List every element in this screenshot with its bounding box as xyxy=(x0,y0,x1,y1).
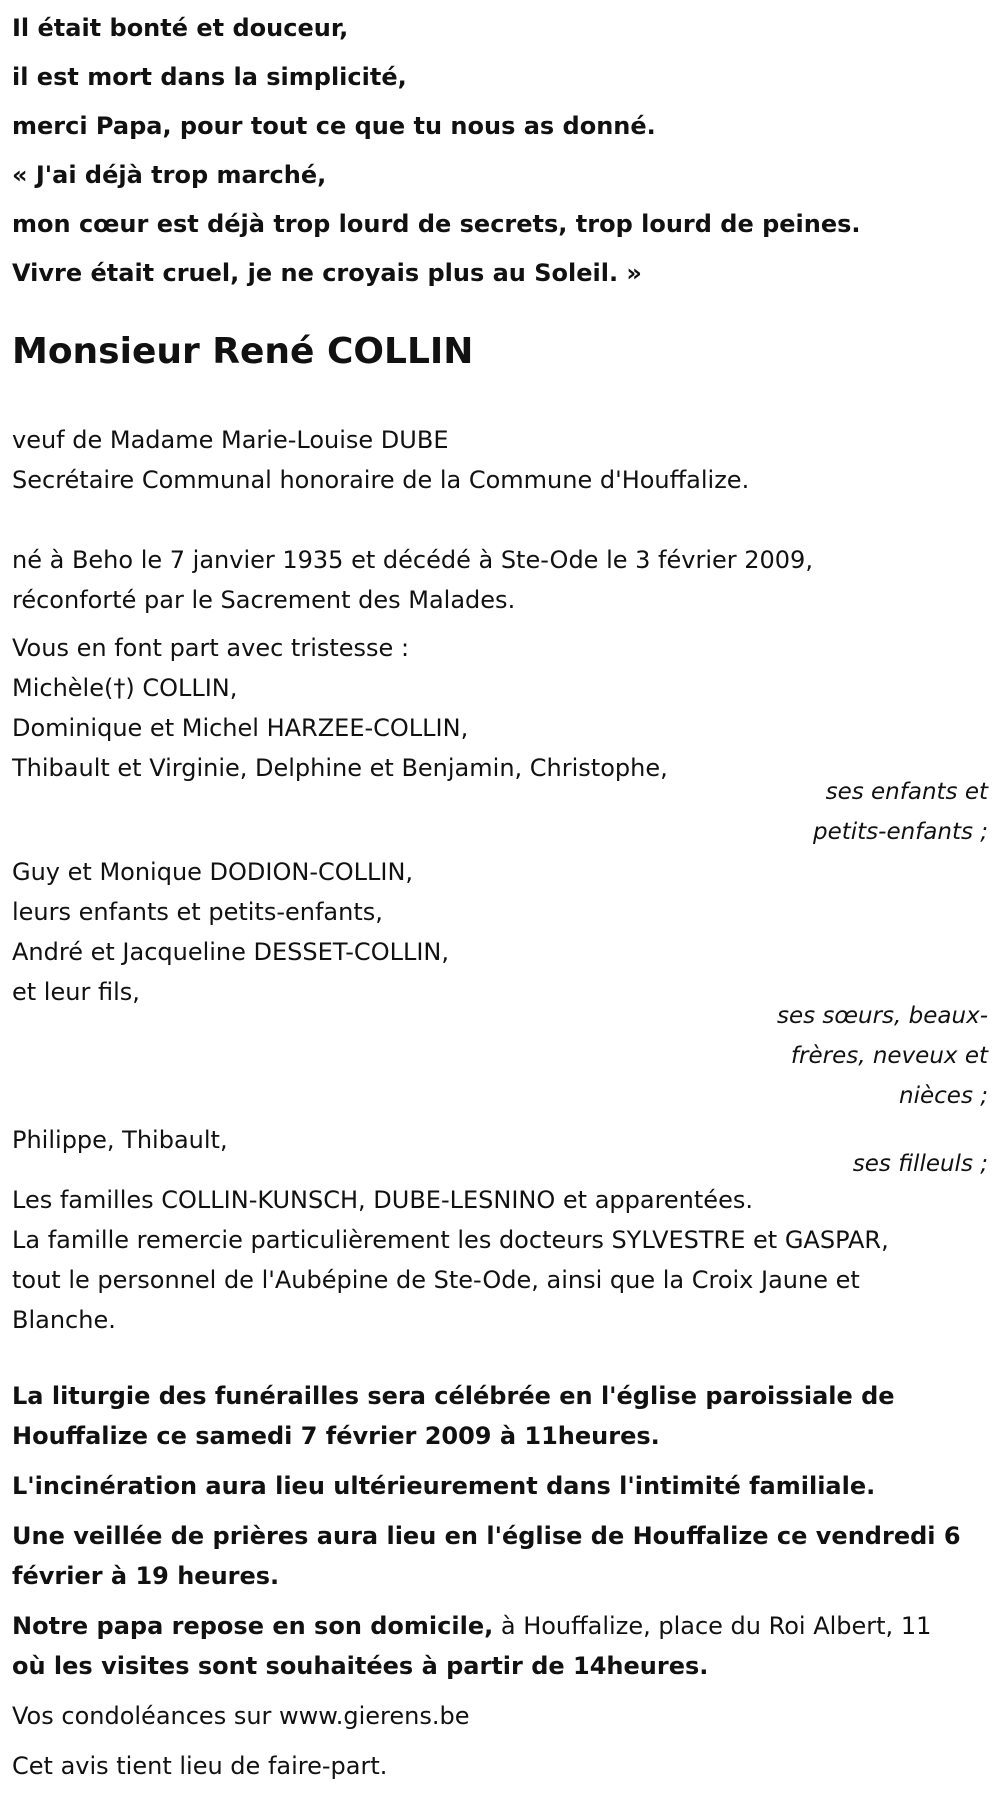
vigil-line: février à 19 heures. xyxy=(12,1562,280,1590)
rest-line xyxy=(12,1606,988,1646)
godchildren: Philippe, Thibault, xyxy=(12,1126,228,1154)
liturgy xyxy=(12,1376,988,1456)
liturgy-line: Houffalize ce samedi 7 février 2009 à 11heures. xyxy=(12,1422,660,1450)
poem-line: merci Papa, pour tout ce que tu nous as donné. xyxy=(12,112,656,140)
thanks-line: Blanche. xyxy=(12,1306,116,1334)
condolences: Vos condoléances sur www.gierens.be xyxy=(12,1702,470,1730)
child-line: Thibault et Virginie, Delphine et Benjamin, Christophe, xyxy=(12,754,668,782)
birth-line: réconforté par le Sacrement des Malades. xyxy=(12,586,516,614)
liturgy-line: La liturgie des funérailles sera célébrée en l'église paroissiale de xyxy=(12,1382,895,1410)
poem xyxy=(12,4,988,298)
role-line: petits-enfants ; xyxy=(812,819,988,845)
vigil xyxy=(12,1516,988,1596)
child-line: Dominique et Michel HARZEE-COLLIN, xyxy=(12,714,469,742)
siblings-role xyxy=(12,996,988,1116)
announce: Vous en font part avec tristesse : xyxy=(12,634,410,662)
children-role xyxy=(12,772,988,852)
rest-bold: Notre papa repose en son domicile, xyxy=(12,1612,494,1640)
sibling-line: leurs enfants et petits-enfants, xyxy=(12,898,383,926)
families-line: Les familles COLLIN-KUNSCH, DUBE-LESNINO et apparentées. xyxy=(12,1186,753,1214)
thanks-line: tout le personnel de l'Aubépine de Ste-Ode, ainsi que la Croix Jaune et xyxy=(12,1266,860,1294)
siblings-section xyxy=(12,852,988,1012)
sibling-line: et leur fils, xyxy=(12,978,140,1006)
role-line: nièces ; xyxy=(899,1083,988,1109)
notice: Cet avis tient lieu de faire-part. xyxy=(12,1752,388,1780)
birth-line: né à Beho le 7 janvier 1935 et décédé à Ste-Ode le 3 février 2009, xyxy=(12,546,813,574)
godchildren-role: ses filleuls ; xyxy=(852,1151,988,1177)
role-line: ses sœurs, beaux- xyxy=(776,1003,988,1029)
role-line: ses enfants et xyxy=(825,779,988,805)
intro-line: Secrétaire Communal honoraire de la Commune d'Houffalize. xyxy=(12,466,750,494)
incineration: L'incinération aura lieu ultérieurement dans l'intimité familiale. xyxy=(12,1472,876,1500)
thanks-line: La famille remercie particulièrement les docteurs SYLVESTRE et GASPAR, xyxy=(12,1226,889,1254)
sibling-line: André et Jacqueline DESSET-COLLIN, xyxy=(12,938,449,966)
child-line: Michèle(†) COLLIN, xyxy=(12,674,238,702)
birth-death xyxy=(12,540,988,620)
rest-plain: à Houffalize, place du Roi Albert, 11 xyxy=(493,1612,932,1640)
poem-line: il est mort dans la simplicité, xyxy=(12,63,407,91)
poem-line: Il était bonté et douceur, xyxy=(12,14,349,42)
poem-line: mon cœur est déjà trop lourd de secrets, trop lourd de peines. xyxy=(12,210,861,238)
role-line: frères, neveux et xyxy=(790,1043,988,1069)
intro xyxy=(12,420,988,500)
vigil-line: Une veillée de prières aura lieu en l'église de Houffalize ce vendredi 6 xyxy=(12,1522,961,1550)
children-section xyxy=(12,628,988,788)
intro-line: veuf de Madame Marie-Louise DUBE xyxy=(12,426,449,454)
rest xyxy=(12,1606,988,1686)
families-thanks xyxy=(12,1180,988,1340)
visits-line: où les visites sont souhaitées à partir de 14heures. xyxy=(12,1652,709,1680)
poem-line: « J'ai déjà trop marché, xyxy=(12,161,327,189)
sibling-line: Guy et Monique DODION-COLLIN, xyxy=(12,858,414,886)
deceased-name: Monsieur René COLLIN xyxy=(12,331,474,372)
poem-line: Vivre était cruel, je ne croyais plus au Soleil. » xyxy=(12,259,642,287)
